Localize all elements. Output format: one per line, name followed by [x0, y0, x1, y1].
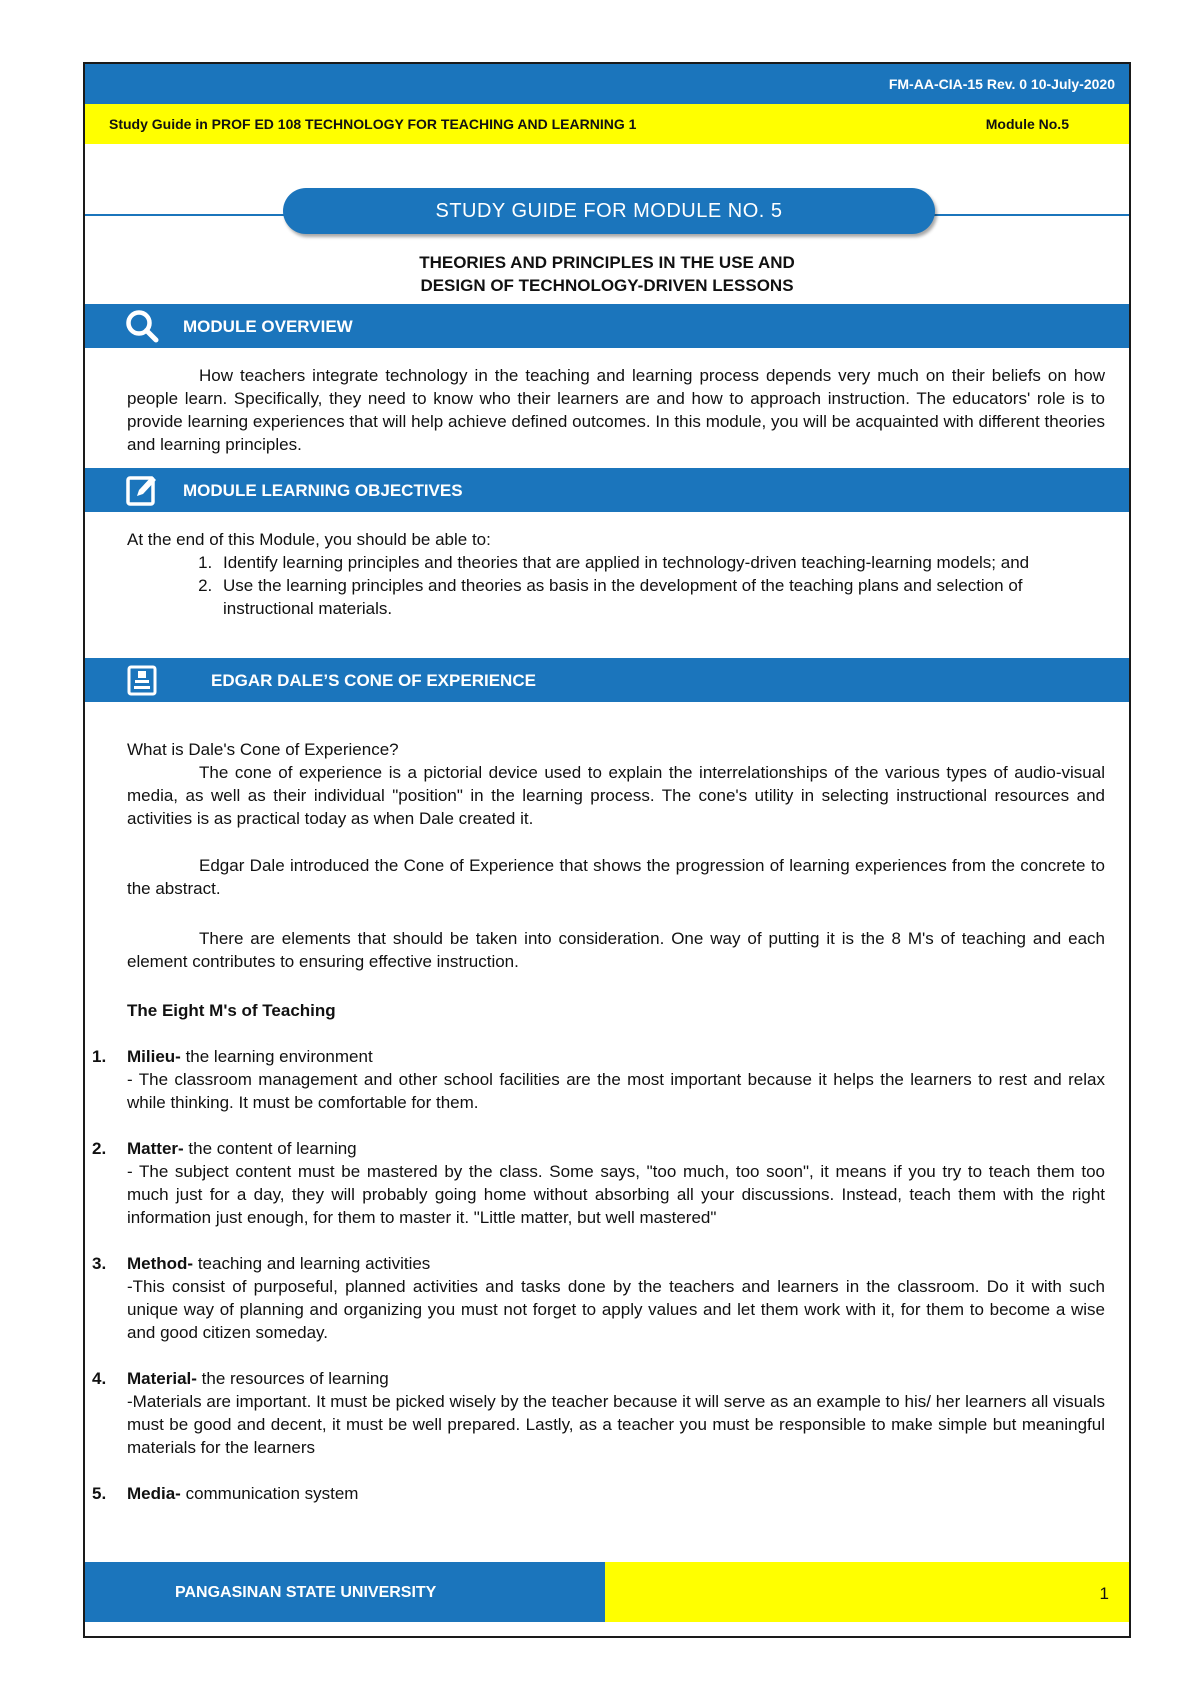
item-description: -This consist of purposeful, planned activities and tasks done by the teachers and learners in the classroom. Do it with such unique way of planning and organizing you must not forget to apply values and let them work with it, for them to become a wise and good citizen someday.	[127, 1277, 1105, 1342]
item-number: 5.	[92, 1484, 107, 1503]
item-term: Material-	[127, 1369, 197, 1388]
cone-paragraph-2: Edgar Dale introduced the Cone of Experience that shows the progression of learning experiences from the concrete to the abstract.	[127, 856, 1105, 898]
item-term: Milieu-	[127, 1047, 181, 1066]
header-bar	[85, 64, 1129, 104]
objectives-intro: At the end of this Module, you should be able to:	[127, 530, 491, 549]
university-name: PANGASINAN STATE UNIVERSITY	[175, 1584, 437, 1601]
module-overview-text: How teachers integrate technology in the teaching and learning process depends very much on their beliefs on how people learn. Specifically, they need to know who their learners are and how to approach instruction. The educators' role is to provide learning experiences that will help achieve defined outcomes. In this module, you will be acquainted with different theories and learning principles.	[127, 366, 1105, 454]
cone-of-experience-heading: EDGAR DALE’S CONE OF EXPERIENCE	[211, 671, 536, 690]
item-number: 2.	[92, 1139, 107, 1158]
magnifier-icon	[125, 309, 159, 343]
footer-university-bar	[85, 1562, 605, 1622]
cone-of-experience-bar	[85, 658, 1129, 702]
objectives-block	[127, 528, 1067, 620]
item-description: - The subject content must be mastered by the class. Some says, "too much, too soon", it means if you try to teach them too much just for a day, they will probably going home without absorbing all your discussions. Instead, teach them with the right information just enough, for them to master it. "Little matter, but well mastered"	[127, 1162, 1105, 1227]
module-overview-heading: MODULE OVERVIEW	[183, 317, 353, 336]
module-overview-bar	[85, 304, 1129, 348]
item-description: - The classroom management and other school facilities are the most important because it helps the learners to rest and relax while thinking. It must be comfortable for them.	[127, 1070, 1105, 1112]
course-bar	[85, 104, 1129, 144]
page-number: 1	[1099, 1584, 1109, 1603]
item-term: Matter-	[127, 1139, 184, 1158]
document-icon	[125, 663, 159, 697]
item-number: 1.	[92, 1047, 107, 1066]
list-item	[85, 1252, 1105, 1344]
item-definition: teaching and learning activities	[193, 1254, 431, 1273]
item-term: Method-	[127, 1254, 194, 1273]
cone-paragraph-1: The cone of experience is a pictorial device used to explain the interrelationships of the various types of audio-visual media, as well as their individual "position" in the learning process. The cone's utility in selecting instructional resources and activities is as practical today as when Dale created it.	[127, 763, 1105, 828]
item-definition: communication system	[180, 1484, 359, 1503]
objectives-list	[127, 551, 1067, 620]
list-item	[85, 1045, 1105, 1114]
item-description: -Materials are important. It must be picked wisely by the teacher because it will serve as an example to his/ her learners all visuals must be good and decent, it must be well prepared. Lastly, as a teacher you must be responsible to make simple but meaningful materials for the learners	[127, 1392, 1105, 1457]
study-guide-label: Study Guide in PROF ED 108 TECHNOLOGY FOR TEACHING AND LEARNING 1	[109, 116, 637, 132]
item-definition: the learning environment	[180, 1047, 373, 1066]
eight-ms-heading: The Eight M's of Teaching	[127, 1001, 336, 1020]
list-item	[85, 1367, 1105, 1459]
item-definition: the content of learning	[183, 1139, 357, 1158]
lesson-title	[85, 251, 1129, 297]
module-number: Module No.5	[985, 116, 1069, 132]
study-guide-title-pill	[283, 188, 935, 234]
objective-item: 2. Use the learning principles and theories as basis in the development of the teaching plans and selection of instructional materials.	[217, 574, 1067, 620]
document-code: FM-AA-CIA-15 Rev. 0 10-July-2020	[888, 76, 1115, 92]
cone-paragraph-3: There are elements that should be taken into consideration. One way of putting it is the 8 M's of teaching and each element contributes to ensuring effective instruction.	[127, 929, 1105, 971]
footer-page-bar	[605, 1562, 1129, 1622]
item-number: 4.	[92, 1369, 107, 1388]
list-item	[85, 1482, 1105, 1505]
item-number: 3.	[92, 1254, 107, 1273]
cone-question: What is Dale's Cone of Experience?	[127, 740, 399, 759]
objective-item: 1. Identify learning principles and theories that are applied in technology-driven teaching-learning models; and	[217, 551, 1067, 574]
edit-icon	[125, 473, 159, 507]
lesson-title-line-1: THEORIES AND PRINCIPLES IN THE USE AND	[419, 253, 795, 272]
item-term: Media-	[127, 1484, 181, 1503]
objectives-bar	[85, 468, 1129, 512]
list-item	[85, 1137, 1105, 1229]
eight-ms-list	[85, 1045, 1105, 1505]
study-guide-title: STUDY GUIDE FOR MODULE NO. 5	[435, 200, 783, 222]
item-definition: the resources of learning	[196, 1369, 389, 1388]
objectives-heading: MODULE LEARNING OBJECTIVES	[183, 481, 463, 500]
lesson-title-line-2: DESIGN OF TECHNOLOGY-DRIVEN LESSONS	[420, 276, 794, 295]
